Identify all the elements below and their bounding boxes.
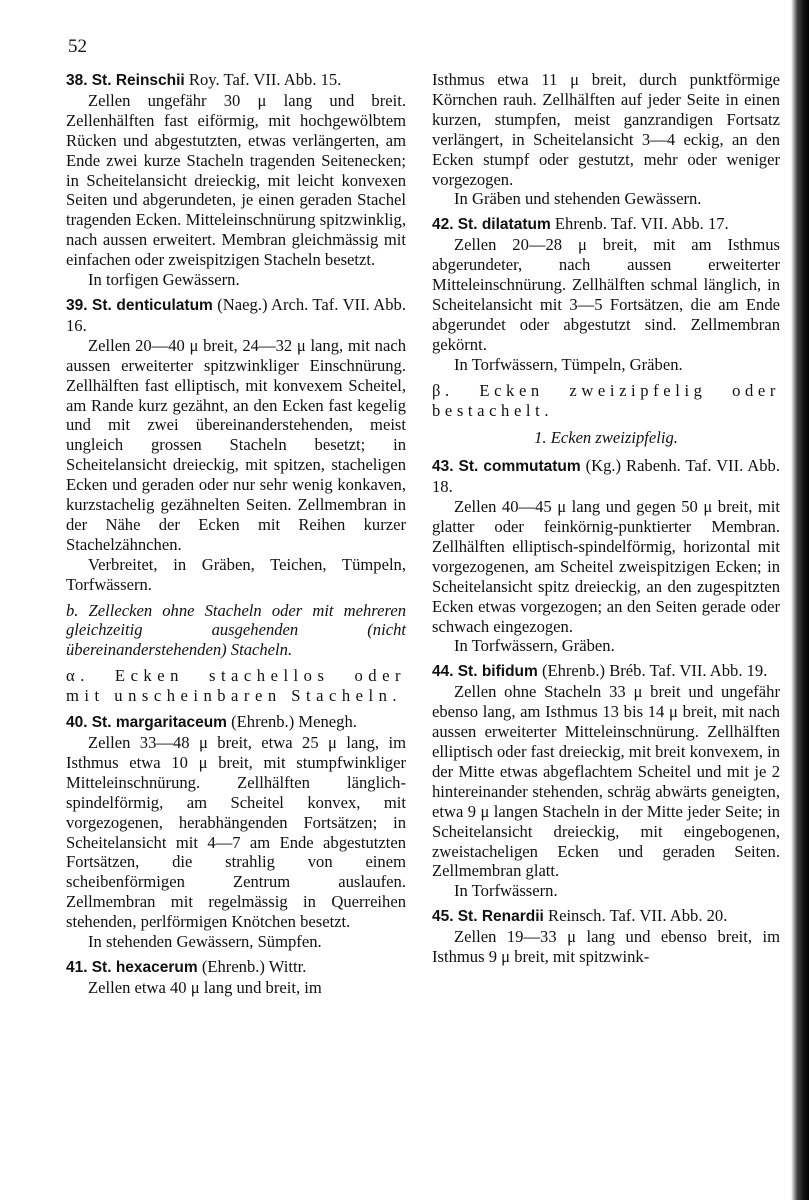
entry-number: 45.	[432, 908, 454, 926]
entry-heading	[66, 70, 406, 91]
entry-number: 43.	[432, 458, 454, 476]
species-name: St. dilatatum	[457, 216, 551, 234]
entry-description: Zellen 20—40 μ breit, 24—32 μ lang, mit nach aussen erweiterter spitzwinkliger Einschnürung. Zellhälften fast elliptisch, mit konvexem Scheitel, am Rande kurz gezähnt, an den Ecken fast kegelig und mit zwei übereinanderstehenden, meist ungleich grossen Stacheln besetzt; in Scheitelansicht dreieckig, mit spitzen, stacheligen Ecken und geraden oder nur sehr wenig konkaven, kurzstachelig gezähnelten Seiten. Zellmembran in der Nähe der Ecken mit Reihen kurzer Stachelzähnchen.	[66, 335, 406, 554]
entry-42	[432, 214, 780, 374]
entry-reference: Roy. Taf. VII. Abb. 15.	[184, 70, 342, 89]
entry-number: 44.	[432, 663, 454, 681]
entry-heading	[66, 712, 406, 733]
species-name: St. hexacerum	[91, 958, 198, 976]
entry-heading	[432, 214, 780, 235]
entry-reference: (Ehrenb.) Menegh.	[226, 712, 357, 732]
entry-description: Zellen ungefähr 30 μ lang und breit. Zellenhälften fast eiförmig, mit hochgewölbtem Rücken und abgestutzten, etwas verlängerten, am Ende zwei kurze Stacheln tragenden Seitenecken; in Scheitelansicht dreieckig, mit leicht konvexen Seiten und abgerundeten, je einen geraden Stachel tragenden Ecken. Mitteleinschnürung spitzwinklig, nach aussen erweitert. Membran gleichmässig mit einfachen oder zweispitzigen Stacheln besetzt.	[66, 90, 406, 270]
entry-number: 40.	[66, 714, 88, 732]
entry-habitat: In Torfwässern, Gräben.	[454, 636, 615, 656]
entry-reference: Ehrenb. Taf. VII. Abb. 17.	[550, 214, 729, 234]
entry-heading	[432, 661, 780, 682]
entry-number: 38.	[66, 72, 88, 89]
entry-number: 39.	[66, 296, 88, 314]
species-name: St. Renardii	[457, 908, 544, 926]
section-heading-b: b. Zellecken ohne Stacheln oder mit mehreren gleichzeitig ausgehenden (nicht übereinanderstehenden) Stacheln.	[66, 600, 406, 660]
entry-41-continued	[432, 70, 780, 209]
entry-43	[432, 456, 780, 656]
page-number: 52	[68, 36, 87, 57]
entry-description: Zellen 40—45 μ lang und gegen 50 μ breit, mit glatter oder feinkörnig-punktierter Membran. Zellhälften elliptisch-spindelförmig, horizontal mit vorgezogenen, am Scheitel zweispitzigen Ecken; in Scheitelansicht spitz dreieckig, an den zugespitzten Ecken etwas vorgezogen; an den Seiten gerade oder schwach eingezogen.	[432, 497, 780, 636]
entry-heading	[66, 295, 406, 336]
entry-description: Zellen etwa 40 μ lang und breit, im	[88, 977, 322, 997]
left-column	[66, 70, 406, 1003]
section-heading-beta: β. Ecken zweizipfelig oder bestachelt.	[432, 380, 780, 420]
section-heading-alpha: α. Ecken stachellos oder mit unscheinbaren Stacheln.	[66, 666, 406, 706]
book-spine-shadow	[791, 0, 809, 1200]
species-name: St. margaritaceum	[91, 714, 227, 732]
entry-description: Zellen ohne Stacheln 33 μ breit und ungefähr ebenso lang, am Isthmus 13 bis 14 μ breit, mit nach aussen erweiterter Mitteleinschnürung. Zellhälften elliptisch oder fast dreieckig, mit breit konvexem, in der Mitte etwas abgeflachtem Scheitel und mit je 2 hintereinander stehenden, schräg abwärts geneigten, etwa 9 μ langen Stacheln in der Mitte jeder Seite; in Scheitelansicht dreieckig, mit eingebogenen, zweistacheligen Ecken und geraden Seiten. Zellmembran glatt.	[432, 682, 780, 881]
entry-reference: (Naeg.) Arch. Taf. VII. Abb. 16.	[66, 294, 406, 335]
entry-reference: Reinsch. Taf. VII. Abb. 20.	[543, 906, 728, 926]
right-column	[432, 70, 780, 972]
entry-40	[66, 712, 406, 952]
entry-heading	[432, 906, 780, 927]
entry-habitat: In Gräben und stehenden Gewässern.	[454, 189, 702, 209]
entry-habitat: In stehenden Gewässern, Sümpfen.	[88, 932, 322, 952]
entry-description: Zellen 20—28 μ breit, mit am Isthmus abgerundeter, nach aussen erweiterter Mitteleinschnürung. Zellhälften schmal länglich, in Scheitelansicht mit 3—5 Fortsätzen, die am Ende abgerundet oder abgestutzt sind. Zellmembran gekörnt.	[432, 235, 780, 354]
entry-heading	[66, 957, 406, 978]
section-heading-1: 1. Ecken zweizipfelig.	[534, 428, 678, 448]
entry-44	[432, 661, 780, 901]
species-name: St. denticulatum	[92, 296, 213, 314]
entry-description: Isthmus etwa 11 μ breit, durch punktförmige Körnchen rauh. Zellhälften auf jeder Seite in einen kurzen, stumpfen, meist ganzrandigen Fortsatz verlängert, in Scheitelansicht 3—4 eckig, an den Ecken stumpf oder gestutzt, mehr oder weniger vorgezogen.	[432, 70, 780, 189]
entry-45	[432, 906, 780, 967]
entry-habitat: In torfigen Gewässern.	[88, 270, 240, 290]
entry-reference: (Ehrenb.) Wittr.	[197, 956, 307, 976]
entry-habitat: Verbreitet, in Gräben, Teichen, Tümpeln, Torfwässern.	[66, 554, 406, 594]
species-name: St. commutatum	[458, 458, 581, 476]
entry-38	[66, 70, 406, 290]
entry-number: 41.	[66, 958, 88, 976]
entry-description: Zellen 19—33 μ lang und ebenso breit, im Isthmus 9 μ breit, mit spitzwink-	[432, 927, 780, 967]
species-name: St. bifidum	[457, 663, 538, 681]
entry-number: 42.	[432, 216, 454, 234]
entry-reference: (Ehrenb.) Bréb. Taf. VII. Abb. 19.	[537, 661, 768, 681]
entry-reference: (Kg.) Rabenh. Taf. VII. Abb. 18.	[432, 456, 780, 497]
entry-habitat: In Torfwässern, Tümpeln, Gräben.	[454, 354, 683, 374]
entry-39	[66, 295, 406, 595]
entry-heading	[432, 456, 780, 497]
entry-41	[66, 957, 406, 998]
species-name: St. Reinschii	[91, 72, 185, 89]
entry-description: Zellen 33—48 μ breit, etwa 25 μ lang, im Isthmus etwa 10 μ breit, mit stumpfwinkliger Mitteleinschnürung. Zellhälften länglich-spindelförmig, am Scheitel konvex, mit vorgezogenen, herabhängenden Fortsätzen; in Scheitelansicht mit 4—7 am Ende abgestutzten Fortsätzen, die strahlig von einem scheibenförmigen Zentrum auslaufen. Zellmembran mit regelmässig in Querreihen stehenden, perlförmigen Knötchen besetzt.	[66, 733, 406, 932]
entry-habitat: In Torfwässern.	[454, 881, 558, 901]
